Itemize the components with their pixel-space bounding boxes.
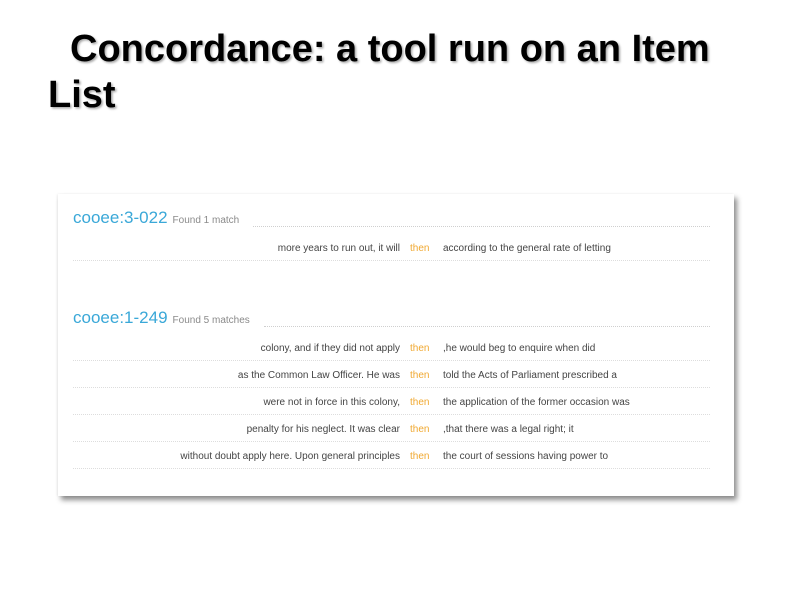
concordance-row: [73, 234, 710, 261]
keyword: then: [410, 424, 430, 435]
result-group: [73, 308, 710, 469]
left-context: as the Common Law Officer. He was: [237, 370, 400, 381]
keyword: then: [410, 451, 430, 462]
match-count: Found 1 match: [172, 215, 240, 226]
concordance-row: [73, 388, 710, 415]
left-context: were not in force in this colony,: [263, 397, 400, 408]
result-group: [73, 208, 710, 261]
concordance-panel: [58, 194, 734, 496]
left-context: penalty for his neglect. It was clear: [246, 424, 400, 435]
match-count: Found 5 matches: [172, 315, 250, 326]
right-context: told the Acts of Parliament prescribed a: [443, 370, 617, 381]
left-context: without doubt apply here. Upon general principles: [180, 451, 400, 462]
document-id-link[interactable]: cooee:3-022: [73, 208, 168, 227]
concordance-row: [73, 442, 710, 469]
keyword: then: [410, 343, 430, 354]
right-context: ,that there was a legal right; it: [443, 424, 574, 435]
concordance-row: [73, 334, 710, 361]
keyword: then: [410, 370, 430, 381]
slide-title: Concordance: a tool run on an Item List: [48, 28, 710, 116]
right-context: the application of the former occasion was: [443, 397, 630, 408]
right-context: the court of sessions having power to: [443, 451, 609, 462]
left-context: more years to run out, it will: [277, 243, 400, 254]
keyword: then: [410, 397, 430, 408]
right-context: ,he would beg to enquire when did: [443, 343, 596, 354]
concordance-row: [73, 415, 710, 442]
divider: [253, 216, 710, 227]
concordance-row: [73, 361, 710, 388]
group-header: [73, 308, 710, 334]
document-id-link[interactable]: cooee:1-249: [73, 308, 168, 327]
divider: [264, 316, 710, 327]
left-context: colony, and if they did not apply: [260, 343, 400, 354]
right-context: according to the general rate of letting: [443, 243, 611, 254]
group-header: [73, 208, 710, 234]
keyword: then: [410, 243, 430, 254]
